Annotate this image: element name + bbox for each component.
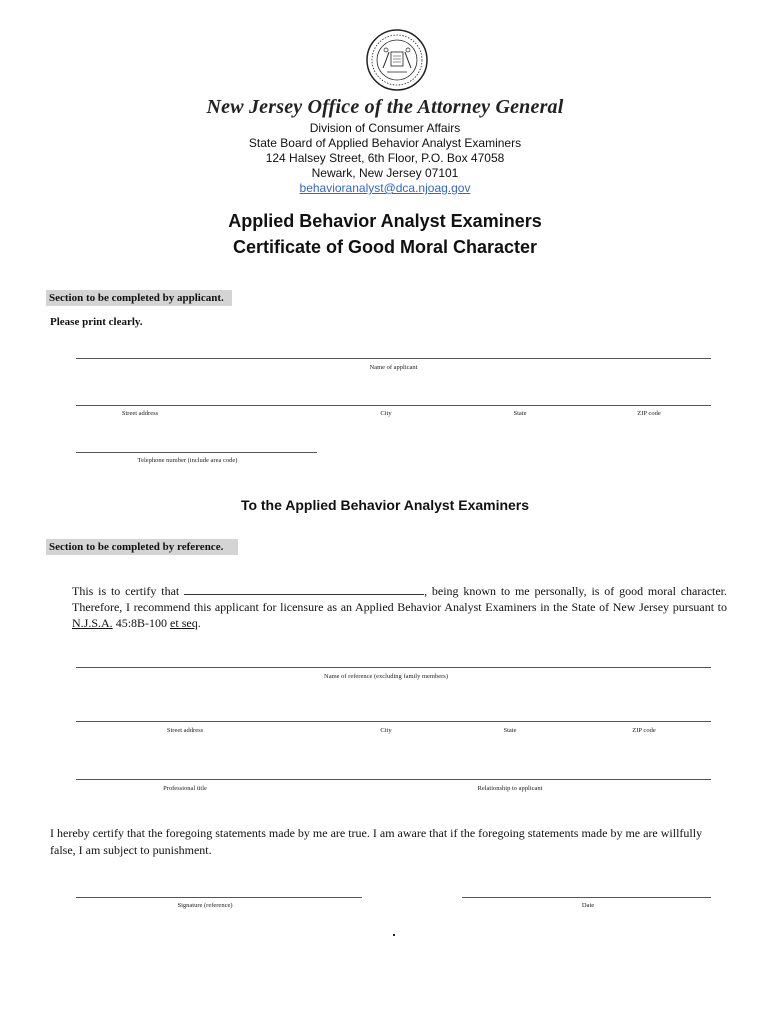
reference-street-caption: Street address xyxy=(166,727,204,734)
applicant-street-caption: Street address xyxy=(121,410,159,417)
page-dot xyxy=(393,934,395,936)
agency-name: New Jersey Office of the Attorney General xyxy=(206,96,564,118)
applicant-name-caption: Name of applicant xyxy=(369,364,418,371)
applicant-zip-caption: ZIP code xyxy=(637,410,661,417)
statute-tail: et seq xyxy=(170,616,198,630)
applicant-phone-caption: Telephone number (include area code) xyxy=(137,457,238,464)
reference-zip-caption: ZIP code xyxy=(632,727,656,734)
date-caption: Date xyxy=(581,902,595,909)
date-line[interactable] xyxy=(462,897,711,898)
statute-number: 45:8B-100 xyxy=(115,616,168,630)
reference-city-caption: City xyxy=(380,727,392,734)
board-line: State Board of Applied Behavior Analyst Examiners xyxy=(248,136,522,150)
signature-caption: Signature (reference) xyxy=(177,902,233,909)
address-block xyxy=(0,121,770,196)
certification-statement: This is to certify that , being known to me personally, is of good moral character. Therefore, I recommend this applicant for licensure as an Applied Behavior Analyst Examiners in the State of New Jersey pursuant to N.J.S.A. 45:8B-100 et seq. xyxy=(72,584,728,630)
signature-line[interactable] xyxy=(76,897,362,898)
professional-title-caption: Professional title xyxy=(163,785,207,792)
reference-name-caption: Name of reference (excluding family members) xyxy=(324,673,448,680)
cert-text-start: This is to certify that xyxy=(72,584,180,598)
seal-icon xyxy=(365,28,429,92)
certify-statement: I hereby certify that the foregoing statements made by me are true. I am aware that if the foregoing statements made by me are willfully false, I am subject to punishment. xyxy=(50,826,703,857)
reference-heading: To the Applied Behavior Analyst Examiners xyxy=(240,497,530,513)
applicant-name-line[interactable] xyxy=(76,358,711,359)
applicant-address-line[interactable] xyxy=(76,405,711,406)
title-line-1: Applied Behavior Analyst Examiners xyxy=(228,211,542,231)
relationship-caption: Relationship to applicant xyxy=(477,785,543,792)
applicant-state-caption: State xyxy=(513,410,527,417)
applicant-section-label: Section to be completed by applicant. xyxy=(46,290,232,306)
applicant-city-caption: City xyxy=(380,410,392,417)
print-instruction: Please print clearly. xyxy=(50,316,143,328)
reference-state-caption: State xyxy=(503,727,517,734)
form-title xyxy=(0,208,770,260)
statute-abbr: N.J.S.A. xyxy=(72,616,113,630)
email-link[interactable]: behavioranalyst@dca.njoag.gov xyxy=(299,181,471,195)
title-line-2: Certificate of Good Moral Character xyxy=(232,237,538,257)
division-line: Division of Consumer Affairs xyxy=(309,121,461,135)
applicant-name-blank[interactable] xyxy=(184,584,424,595)
reference-title-line[interactable] xyxy=(76,779,711,780)
street-line: 124 Halsey Street, 6th Floor, P.O. Box 47058 xyxy=(265,151,505,165)
applicant-phone-line[interactable] xyxy=(76,452,317,453)
city-line: Newark, New Jersey 07101 xyxy=(311,166,459,180)
reference-name-line[interactable] xyxy=(76,667,711,668)
reference-address-line[interactable] xyxy=(76,721,711,722)
reference-section-label: Section to be completed by reference. xyxy=(46,539,238,555)
cert-text-middle: , being known to me personally, is of good moral character. Therefore, I recommend this applicant for licensure as an Applied Behavior Analyst Examiners in the State of New Jersey pursuant to xyxy=(72,584,728,614)
state-seal xyxy=(365,28,429,92)
